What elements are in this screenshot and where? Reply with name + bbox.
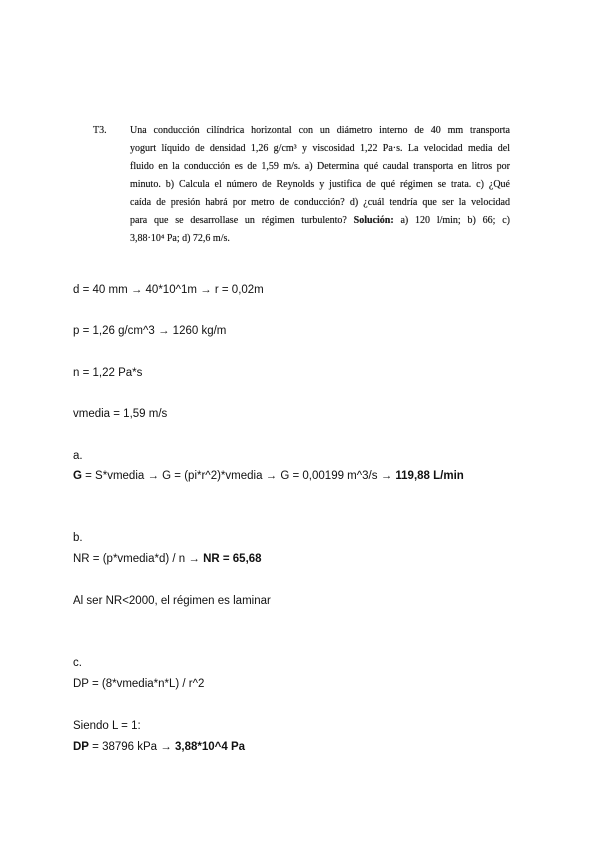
part-c-label: c. [73,657,82,669]
part-a-label: a. [73,450,83,462]
pressure-drop-line [73,740,245,754]
pressure-drop-value: = 38796 kPa → [88,741,175,753]
length-assumption: Siendo L = 1: [73,720,141,732]
solution-label: Solución: [353,215,394,226]
problem-line: fluido en la conducción es de 1,59 m/s. a) Determina qué caudal transporta en litros por [130,161,510,172]
density-line: p = 1,26 g/cm^3 → 1260 kg/m [73,325,227,337]
viscosity-line: n = 1,22 Pa*s [73,367,143,379]
pressure-drop-result: 3,88*10^4 Pa [174,741,246,753]
problem-line: yogurt líquido de densidad 1,26 g/cm³ y viscosidad 1,22 Pa·s. La velocidad media del [130,143,510,154]
diameter-line: d = 40 mm → 40*10^1m → r = 0,02m [73,284,264,296]
solution-answers: a) 120 l/min; b) 66; c) [393,215,510,226]
problem-line: Una conducción cilíndrica horizontal con un diámetro interno de 40 mm transporta [130,125,510,136]
reynolds-result: NR = 65,68 [203,553,262,565]
flow-formula: = S*vmedia → G = (pi*r^2)*vmedia → G = 0,00199 m^3/s → [81,470,396,482]
flow-rate-line [73,469,464,483]
problem-line-with-solution [130,212,510,230]
reynolds-formula: NR = (p*vmedia*d) / n → [73,553,204,565]
flow-result: 119,88 L/min [395,470,464,482]
problem-line: caída de presión habrá por metro de conducción? d) ¿cuál tendría que ser la velocidad [130,197,510,208]
problem-line: minuto. b) Calcula el número de Reynolds y justifica de qué régimen se trata. c) ¿Qué [130,179,510,190]
problem-number: T3. [93,125,107,136]
velocity-line: vmedia = 1,59 m/s [73,408,168,420]
regime-conclusion: Al ser NR<2000, el régimen es laminar [73,595,271,607]
pressure-drop-variable: DP [73,741,89,753]
reynolds-line [73,552,262,566]
problem-statement [130,122,510,248]
flow-variable: G [73,470,82,482]
problem-line-text: para que se desarrollase un régimen turbulento? [130,215,354,226]
part-b-label: b. [73,532,83,544]
problem-line: 3,88·10⁴ Pa; d) 72,6 m/s. [130,233,230,244]
pressure-drop-formula: DP = (8*vmedia*n*L) / r^2 [73,678,205,690]
